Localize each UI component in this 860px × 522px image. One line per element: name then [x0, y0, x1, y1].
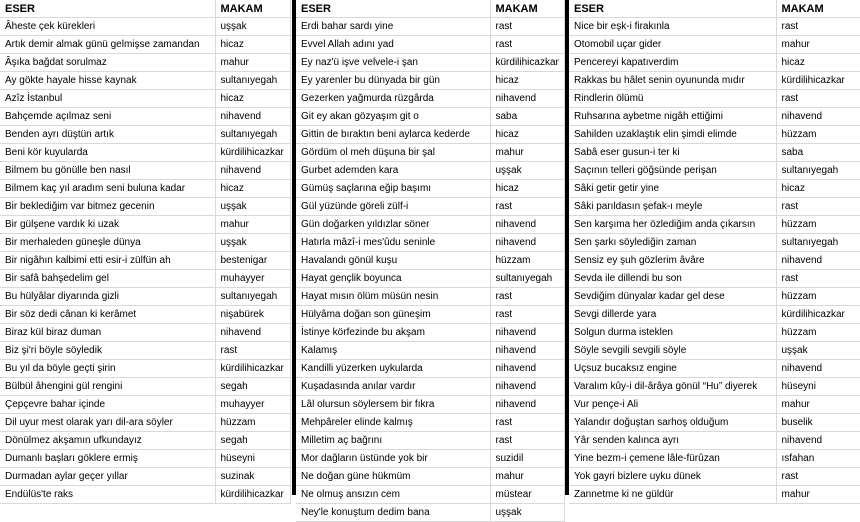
- table-row: [569, 162, 860, 180]
- table-row: [0, 72, 290, 90]
- eser-cell[interactable]: Saçının telleri göğsünde perişan: [569, 162, 776, 180]
- eser-cell[interactable]: Sevda ile dillendi bu son: [569, 270, 776, 288]
- eser-cell[interactable]: Kuşadasında anılar vardır: [296, 378, 490, 396]
- eser-cell[interactable]: Bu hülyâlar diyarında gizli: [0, 288, 215, 306]
- eser-cell[interactable]: Hatırla mâzî-i mes'ûdu seninle: [296, 234, 490, 252]
- table-row: [569, 18, 860, 36]
- makam-cell[interactable]: segah: [215, 378, 290, 396]
- table-row: [569, 234, 860, 252]
- makam-cell[interactable]: nihavend: [776, 252, 860, 270]
- eser-cell[interactable]: Ey yarenler bu dünyada bir gün: [296, 72, 490, 90]
- eser-cell[interactable]: Bu yıl da böyle geçti şirin: [0, 360, 215, 378]
- makam-cell[interactable]: kürdilihicazkar: [776, 72, 860, 90]
- table-row: [296, 126, 564, 144]
- table-row: [296, 270, 564, 288]
- table-row: [0, 414, 290, 432]
- makam-cell[interactable]: uşşak: [215, 18, 290, 36]
- makam-cell[interactable]: uşşak: [490, 162, 564, 180]
- makam-cell[interactable]: rast: [490, 18, 564, 36]
- makam-cell[interactable]: rast: [490, 288, 564, 306]
- makam-cell[interactable]: mahur: [490, 144, 564, 162]
- table-row: [296, 342, 564, 360]
- makam-cell[interactable]: nihavend: [776, 108, 860, 126]
- makam-cell[interactable]: mahur: [215, 216, 290, 234]
- eser-cell[interactable]: Yok gayri bizlere uyku dünek: [569, 468, 776, 486]
- table-row: [0, 198, 290, 216]
- eser-cell[interactable]: Dönülmez akşamın ufkundayız: [0, 432, 215, 450]
- makam-cell[interactable]: sultanıyegah: [776, 162, 860, 180]
- header-row: [296, 0, 564, 18]
- makam-cell[interactable]: hicaz: [490, 126, 564, 144]
- eser-cell[interactable]: Hülyâma doğan son güneşim: [296, 306, 490, 324]
- makam-cell[interactable]: uşşak: [490, 504, 564, 522]
- eser-cell[interactable]: Nice bir eşk-i firakınla: [569, 18, 776, 36]
- table-row: [0, 180, 290, 198]
- table-row: [0, 126, 290, 144]
- makam-cell[interactable]: nihavend: [776, 360, 860, 378]
- makam-cell[interactable]: sultanıyegah: [490, 270, 564, 288]
- eser-cell[interactable]: Yine bezm-i çemene lâle-fürûzan: [569, 450, 776, 468]
- table-row: [569, 36, 860, 54]
- eser-cell[interactable]: Azîz İstanbul: [0, 90, 215, 108]
- table-row: [0, 324, 290, 342]
- makam-cell[interactable]: hüzzam: [776, 126, 860, 144]
- eser-cell[interactable]: Zannetme ki ne güldür: [569, 486, 776, 504]
- table-row: [296, 234, 564, 252]
- makam-cell[interactable]: müstear: [490, 486, 564, 504]
- makam-cell[interactable]: ısfahan: [776, 450, 860, 468]
- makam-cell[interactable]: sultanıyegah: [215, 72, 290, 90]
- eser-cell[interactable]: Varalım kûy-i dil-ârâya gönül “Hu” diyerek: [569, 378, 776, 396]
- eser-cell[interactable]: Biraz kül biraz duman: [0, 324, 215, 342]
- eser-cell[interactable]: Milletim aç bağrını: [296, 432, 490, 450]
- eser-cell[interactable]: Sensiz ey şuh gözlerim âvâre: [569, 252, 776, 270]
- eser-cell[interactable]: Gezerken yağmurda rüzgârda: [296, 90, 490, 108]
- table-row: [0, 342, 290, 360]
- eser-cell[interactable]: Gümüş saçlarına eğip başımı: [296, 180, 490, 198]
- makam-cell[interactable]: sultanıyegah: [215, 126, 290, 144]
- table-left: [0, 0, 291, 504]
- table-row: [296, 54, 564, 72]
- header-row: [569, 0, 860, 18]
- eser-cell[interactable]: Gül yüzünde göreli zülf-i: [296, 198, 490, 216]
- makam-cell[interactable]: bestenigar: [215, 252, 290, 270]
- eser-cell[interactable]: Bilmem kaç yıl aradım seni buluna kadar: [0, 180, 215, 198]
- makam-cell[interactable]: uşşak: [215, 198, 290, 216]
- makam-cell[interactable]: suzidil: [490, 450, 564, 468]
- eser-cell[interactable]: Hayat gençlik boyunca: [296, 270, 490, 288]
- table-row: [296, 18, 564, 36]
- eser-cell[interactable]: Beni kör kuyularda: [0, 144, 215, 162]
- eser-cell[interactable]: Sen şarkı söylediğin zaman: [569, 234, 776, 252]
- makam-cell[interactable]: rast: [490, 306, 564, 324]
- table-row: [0, 252, 290, 270]
- makam-cell[interactable]: nihavend: [215, 324, 290, 342]
- table-row: [569, 342, 860, 360]
- table-row: [569, 90, 860, 108]
- makam-cell[interactable]: rast: [776, 270, 860, 288]
- eser-cell[interactable]: Kalamış: [296, 342, 490, 360]
- table-row: [296, 360, 564, 378]
- makam-cell[interactable]: rast: [776, 90, 860, 108]
- table-row: [296, 90, 564, 108]
- makam-cell[interactable]: suzinak: [215, 468, 290, 486]
- eser-cell[interactable]: Bilmem bu gönülle ben nasıl: [0, 162, 215, 180]
- makam-cell[interactable]: saba: [490, 108, 564, 126]
- table-row: [569, 126, 860, 144]
- makam-cell[interactable]: nihavend: [490, 90, 564, 108]
- eser-cell[interactable]: Bahçemde açılmaz seni: [0, 108, 215, 126]
- table-row: [569, 216, 860, 234]
- eser-cell[interactable]: Sevdiğim dünyalar kadar gel dese: [569, 288, 776, 306]
- eser-cell[interactable]: Sahilden uzaklaştık elin şimdi elimde: [569, 126, 776, 144]
- makam-cell[interactable]: uşşak: [776, 342, 860, 360]
- makam-cell[interactable]: hicaz: [215, 180, 290, 198]
- makam-cell[interactable]: mahur: [776, 36, 860, 54]
- eser-cell[interactable]: Ne doğan güne hükmüm: [296, 468, 490, 486]
- table-row: [296, 378, 564, 396]
- eser-cell[interactable]: Yalandır doğuştan sarhoş olduğum: [569, 414, 776, 432]
- eser-cell[interactable]: Kandilli yüzerken uykularda: [296, 360, 490, 378]
- makam-cell[interactable]: mahur: [776, 396, 860, 414]
- table-row: [296, 198, 564, 216]
- makam-cell[interactable]: saba: [776, 144, 860, 162]
- table-row: [569, 378, 860, 396]
- table-row: [569, 144, 860, 162]
- makam-cell[interactable]: nihavend: [215, 108, 290, 126]
- eser-cell[interactable]: Ney'le konuştum dedim bana: [296, 504, 490, 522]
- table-row: [296, 468, 564, 486]
- eser-cell[interactable]: Mehpâreler elinde kalmış: [296, 414, 490, 432]
- makam-cell[interactable]: mahur: [215, 54, 290, 72]
- makam-cell[interactable]: hüzzam: [776, 288, 860, 306]
- makam-cell[interactable]: hüzzam: [776, 216, 860, 234]
- table-row: [296, 396, 564, 414]
- table-row: [296, 504, 564, 522]
- makam-cell[interactable]: nihavend: [490, 324, 564, 342]
- table-row: [569, 252, 860, 270]
- makam-cell[interactable]: mahur: [776, 486, 860, 504]
- makam-cell[interactable]: nihavend: [776, 432, 860, 450]
- eser-cell[interactable]: Gördüm ol meh düşuna bir şal: [296, 144, 490, 162]
- eser-cell[interactable]: Artık demir almak günü gelmişse zamandan: [0, 36, 215, 54]
- table-row: [0, 144, 290, 162]
- eser-cell[interactable]: Uçsuz bucaksız engine: [569, 360, 776, 378]
- eser-cell[interactable]: Vur pençe-i Ali: [569, 396, 776, 414]
- makam-cell[interactable]: rast: [490, 198, 564, 216]
- makam-cell[interactable]: uşşak: [215, 234, 290, 252]
- makam-cell[interactable]: hicaz: [490, 72, 564, 90]
- eser-cell[interactable]: Bir safâ bahşedelim gel: [0, 270, 215, 288]
- makam-cell[interactable]: rast: [215, 342, 290, 360]
- table-row: [0, 216, 290, 234]
- table-row: [0, 270, 290, 288]
- makam-cell[interactable]: sultanıyegah: [776, 234, 860, 252]
- table-middle: [296, 0, 565, 522]
- table-row: [296, 450, 564, 468]
- table-row: [296, 162, 564, 180]
- table-row: [296, 216, 564, 234]
- makam-cell[interactable]: buselik: [776, 414, 860, 432]
- table-row: [296, 180, 564, 198]
- eser-cell[interactable]: Sen karşıma her özlediğim anda çıkarsın: [569, 216, 776, 234]
- makam-cell[interactable]: sultanıyegah: [215, 288, 290, 306]
- table-row: [569, 450, 860, 468]
- eser-cell[interactable]: Dumanlı başları göklere ermiş: [0, 450, 215, 468]
- makam-cell[interactable]: rast: [776, 198, 860, 216]
- table-right: [569, 0, 860, 504]
- eser-cell[interactable]: Havalandı gönül kuşu: [296, 252, 490, 270]
- eser-cell[interactable]: Bir beklediğim var bitmez gecenin: [0, 198, 215, 216]
- makam-cell[interactable]: hicaz: [776, 180, 860, 198]
- eser-cell[interactable]: Solgun durma isteklen: [569, 324, 776, 342]
- eser-cell[interactable]: Çepçevre bahar içinde: [0, 396, 215, 414]
- table-row: [296, 288, 564, 306]
- makam-header[interactable]: MAKAM: [215, 0, 290, 18]
- makam-cell[interactable]: nişabürek: [215, 306, 290, 324]
- makam-cell[interactable]: rast: [490, 414, 564, 432]
- eser-cell[interactable]: Yâr senden kalınca ayrı: [569, 432, 776, 450]
- makam-cell[interactable]: rast: [490, 36, 564, 54]
- makam-cell[interactable]: hüseyni: [215, 450, 290, 468]
- table-row: [0, 18, 290, 36]
- makam-cell[interactable]: hicaz: [215, 90, 290, 108]
- eser-cell[interactable]: Mor dağların üstünde yok bir: [296, 450, 490, 468]
- table-row: [569, 306, 860, 324]
- eser-cell[interactable]: Bir söz dedi cânan ki kerâmet: [0, 306, 215, 324]
- table-row: [0, 378, 290, 396]
- table-row: [0, 468, 290, 486]
- table-row: [0, 306, 290, 324]
- eser-cell[interactable]: Rindlerin ölümü: [569, 90, 776, 108]
- makam-cell[interactable]: hüzzam: [215, 414, 290, 432]
- eser-cell[interactable]: Ne olmuş ansızın cem: [296, 486, 490, 504]
- table-row: [569, 432, 860, 450]
- table-row: [296, 252, 564, 270]
- eser-cell[interactable]: Dil uyur mest olarak yarı dil-ara söyler: [0, 414, 215, 432]
- table-row: [0, 108, 290, 126]
- table-row: [569, 468, 860, 486]
- eser-cell[interactable]: Âheste çek kürekleri: [0, 18, 215, 36]
- makam-cell[interactable]: nihavend: [215, 162, 290, 180]
- makam-cell[interactable]: kürdilihicazkar: [215, 486, 290, 504]
- eser-cell[interactable]: Erdi bahar sardı yine: [296, 18, 490, 36]
- makam-cell[interactable]: nihavend: [490, 396, 564, 414]
- table-row: [569, 396, 860, 414]
- table-row: [296, 324, 564, 342]
- makam-cell[interactable]: kürdilihicazkar: [215, 144, 290, 162]
- makam-cell[interactable]: kürdilihicazkar: [490, 54, 564, 72]
- makam-header[interactable]: MAKAM: [490, 0, 564, 18]
- eser-cell[interactable]: Söyle sevgili sevgili söyle: [569, 342, 776, 360]
- makam-cell[interactable]: hicaz: [490, 180, 564, 198]
- eser-cell[interactable]: Sevgi dillerde yara: [569, 306, 776, 324]
- eser-cell[interactable]: Biz şi'ri böyle söyledik: [0, 342, 215, 360]
- makam-cell[interactable]: muhayyer: [215, 396, 290, 414]
- table-row: [569, 180, 860, 198]
- eser-cell[interactable]: Ey naz'ü işve velvele-i şan: [296, 54, 490, 72]
- makam-cell[interactable]: rast: [776, 18, 860, 36]
- makam-cell[interactable]: segah: [215, 432, 290, 450]
- makam-cell[interactable]: rast: [490, 432, 564, 450]
- makam-cell[interactable]: kürdilihicazkar: [776, 306, 860, 324]
- eser-cell[interactable]: Otomobil uçar gider: [569, 36, 776, 54]
- makam-cell[interactable]: rast: [776, 468, 860, 486]
- eser-cell[interactable]: Sâki parıldasın şefak-ı meyle: [569, 198, 776, 216]
- eser-cell[interactable]: Ay gökte hayale hisse kaynak: [0, 72, 215, 90]
- table-row: [0, 90, 290, 108]
- eser-cell[interactable]: Sabâ eser gusun-i ter ki: [569, 144, 776, 162]
- makam-cell[interactable]: hüzzam: [490, 252, 564, 270]
- table-row: [569, 54, 860, 72]
- makam-cell[interactable]: mahur: [490, 468, 564, 486]
- table-row: [0, 54, 290, 72]
- makam-cell[interactable]: muhayyer: [215, 270, 290, 288]
- eser-header[interactable]: ESER: [296, 0, 490, 18]
- table-row: [569, 198, 860, 216]
- table-row: [296, 306, 564, 324]
- table-row: [0, 234, 290, 252]
- table-row: [569, 270, 860, 288]
- table-row: [296, 432, 564, 450]
- table-row: [296, 108, 564, 126]
- makam-cell[interactable]: nihavend: [490, 360, 564, 378]
- eser-cell[interactable]: İstinye körfezinde bu akşam: [296, 324, 490, 342]
- table-row: [569, 414, 860, 432]
- eser-cell[interactable]: Bir nigâhın kalbimi etti esir-i zülfün ah: [0, 252, 215, 270]
- eser-cell[interactable]: Benden ayrı düştün artık: [0, 126, 215, 144]
- eser-cell[interactable]: Âşıka bağdat sorulmaz: [0, 54, 215, 72]
- header-row: [0, 0, 290, 18]
- makam-cell[interactable]: hicaz: [215, 36, 290, 54]
- table-row: [569, 288, 860, 306]
- table-row: [296, 72, 564, 90]
- table-row: [569, 360, 860, 378]
- makam-cell[interactable]: hicaz: [776, 54, 860, 72]
- makam-cell[interactable]: nihavend: [490, 234, 564, 252]
- table-row: [569, 324, 860, 342]
- eser-cell[interactable]: Evvel Allah adını yad: [296, 36, 490, 54]
- table-row: [0, 162, 290, 180]
- eser-cell[interactable]: Gurbet ademden kara: [296, 162, 490, 180]
- table-row: [569, 72, 860, 90]
- table-row: [0, 36, 290, 54]
- makam-cell[interactable]: hüzzam: [776, 324, 860, 342]
- eser-cell[interactable]: Bir gülşene vardık ki uzak: [0, 216, 215, 234]
- makam-cell[interactable]: nihavend: [490, 378, 564, 396]
- eser-cell[interactable]: Durmadan aylar geçer yıllar: [0, 468, 215, 486]
- table-row: [296, 414, 564, 432]
- eser-cell[interactable]: Ruhsarına aybetme nigâh ettiğimi: [569, 108, 776, 126]
- table-row: [296, 144, 564, 162]
- makam-cell[interactable]: kürdilihicazkar: [215, 360, 290, 378]
- eser-cell[interactable]: Bir merhaleden güneşle dünya: [0, 234, 215, 252]
- eser-header[interactable]: ESER: [569, 0, 776, 18]
- table-row: [0, 360, 290, 378]
- eser-cell[interactable]: Sâki getir getir yine: [569, 180, 776, 198]
- makam-cell[interactable]: nihavend: [490, 342, 564, 360]
- makam-cell[interactable]: nihavend: [490, 216, 564, 234]
- makam-header[interactable]: MAKAM: [776, 0, 860, 18]
- eser-cell[interactable]: Rakkas bu hâlet senin oyununda mıdır: [569, 72, 776, 90]
- eser-cell[interactable]: Gün doğarken yıldızlar söner: [296, 216, 490, 234]
- eser-header[interactable]: ESER: [0, 0, 215, 18]
- eser-cell[interactable]: Gittin de bıraktın beni aylarca kederde: [296, 126, 490, 144]
- eser-cell[interactable]: Pencereyi kapatıverdim: [569, 54, 776, 72]
- table-row: [0, 396, 290, 414]
- table-row: [0, 432, 290, 450]
- eser-cell[interactable]: Hayat mısın ölüm müsün nesin: [296, 288, 490, 306]
- eser-cell[interactable]: Bülbül âhengini gül rengini: [0, 378, 215, 396]
- eser-cell[interactable]: Git ey akan gözyaşım git o: [296, 108, 490, 126]
- table-row: [0, 450, 290, 468]
- makam-cell[interactable]: hüseyni: [776, 378, 860, 396]
- table-row: [0, 288, 290, 306]
- eser-cell[interactable]: Endülüs'te raks: [0, 486, 215, 504]
- eser-cell[interactable]: Lâl olursun söylersem bir fıkra: [296, 396, 490, 414]
- table-row: [569, 108, 860, 126]
- table-row: [296, 36, 564, 54]
